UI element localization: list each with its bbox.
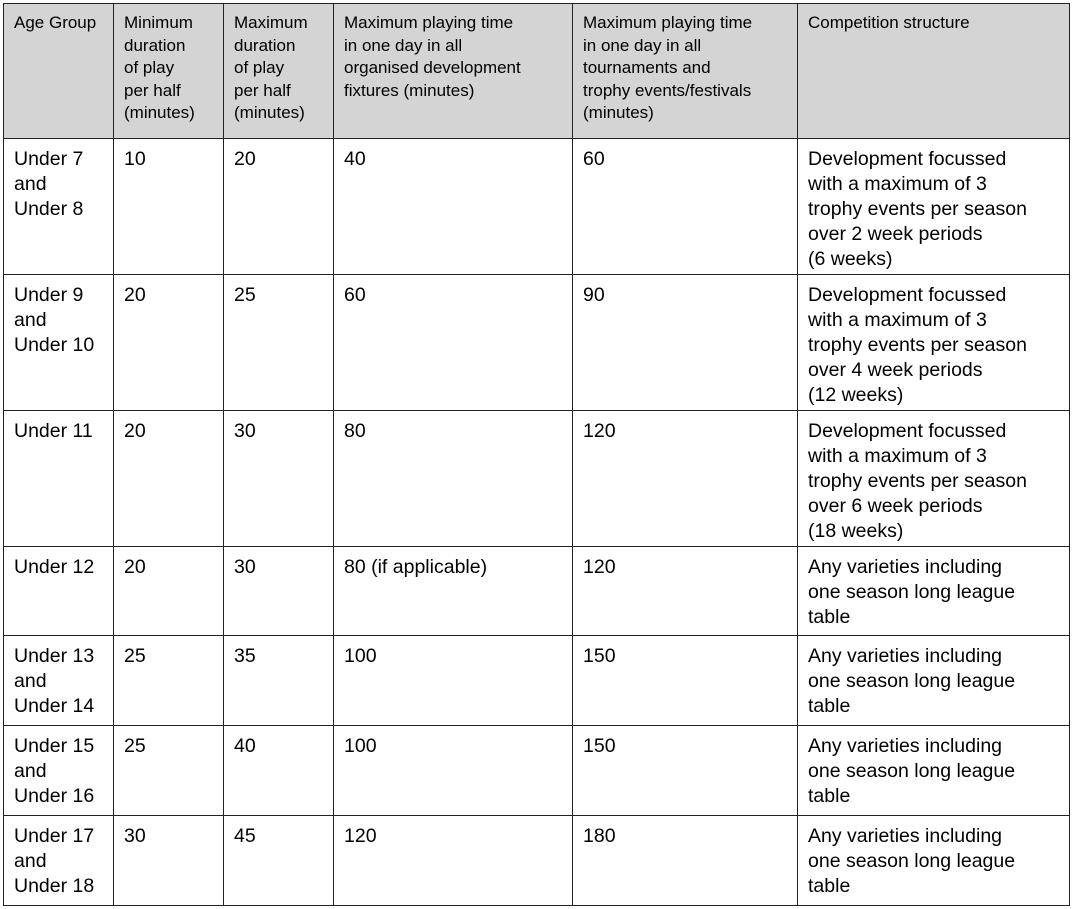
header-row (4, 4, 1070, 139)
cell-max-time-tournaments: 60 (573, 139, 798, 275)
cell-max-time-development: 100 (334, 726, 573, 816)
cell-max-time-development: 40 (334, 139, 573, 275)
cell-age-group: Under 15 and Under 16 (4, 726, 114, 816)
cell-max-time-development: 80 (334, 411, 573, 547)
header-competition-structure: Competition structure (798, 4, 1070, 139)
cell-maximum-duration: 45 (224, 816, 334, 906)
table-row (4, 636, 1070, 726)
table-row (4, 275, 1070, 411)
cell-maximum-duration: 20 (224, 139, 334, 275)
header-age-group: Age Group (4, 4, 114, 139)
cell-maximum-duration: 30 (224, 411, 334, 547)
table-row (4, 411, 1070, 547)
cell-age-group: Under 17 and Under 18 (4, 816, 114, 906)
cell-minimum-duration: 25 (114, 636, 224, 726)
cell-age-group: Under 7 and Under 8 (4, 139, 114, 275)
cell-max-time-development: 120 (334, 816, 573, 906)
cell-maximum-duration: 25 (224, 275, 334, 411)
cell-age-group: Under 13 and Under 14 (4, 636, 114, 726)
cell-minimum-duration: 20 (114, 547, 224, 636)
cell-competition-structure: Any varieties including one season long league table (798, 636, 1070, 726)
cell-max-time-tournaments: 150 (573, 636, 798, 726)
cell-maximum-duration: 30 (224, 547, 334, 636)
cell-maximum-duration: 40 (224, 726, 334, 816)
playing-time-table (3, 3, 1070, 906)
cell-minimum-duration: 20 (114, 275, 224, 411)
cell-competition-structure: Any varieties including one season long league table (798, 547, 1070, 636)
table-row (4, 547, 1070, 636)
cell-minimum-duration: 20 (114, 411, 224, 547)
cell-age-group: Under 11 (4, 411, 114, 547)
cell-competition-structure: Any varieties including one season long league table (798, 726, 1070, 816)
header-max-time-development: Maximum playing time in one day in all organised development fixtures (minutes) (334, 4, 573, 139)
cell-minimum-duration: 25 (114, 726, 224, 816)
cell-max-time-tournaments: 120 (573, 547, 798, 636)
table-row (4, 139, 1070, 275)
cell-competition-structure: Development focussed with a maximum of 3 trophy events per season over 6 week periods (18 weeks) (798, 411, 1070, 547)
cell-minimum-duration: 10 (114, 139, 224, 275)
table-row (4, 726, 1070, 816)
cell-max-time-development: 80 (if applicable) (334, 547, 573, 636)
header-maximum-duration: Maximum duration of play per half (minutes) (224, 4, 334, 139)
header-max-time-tournaments: Maximum playing time in one day in all tournaments and trophy events/festivals (minutes) (573, 4, 798, 139)
cell-age-group: Under 12 (4, 547, 114, 636)
cell-competition-structure: Any varieties including one season long league table (798, 816, 1070, 906)
cell-competition-structure: Development focussed with a maximum of 3 trophy events per season over 2 week periods (6 weeks) (798, 139, 1070, 275)
cell-max-time-tournaments: 90 (573, 275, 798, 411)
header-minimum-duration: Minimum duration of play per half (minutes) (114, 4, 224, 139)
table-row (4, 816, 1070, 906)
cell-maximum-duration: 35 (224, 636, 334, 726)
cell-max-time-development: 100 (334, 636, 573, 726)
cell-max-time-tournaments: 180 (573, 816, 798, 906)
cell-max-time-development: 60 (334, 275, 573, 411)
cell-max-time-tournaments: 150 (573, 726, 798, 816)
page (3, 3, 1070, 906)
cell-competition-structure: Development focussed with a maximum of 3 trophy events per season over 4 week periods (12 weeks) (798, 275, 1070, 411)
cell-age-group: Under 9 and Under 10 (4, 275, 114, 411)
cell-max-time-tournaments: 120 (573, 411, 798, 547)
cell-minimum-duration: 30 (114, 816, 224, 906)
